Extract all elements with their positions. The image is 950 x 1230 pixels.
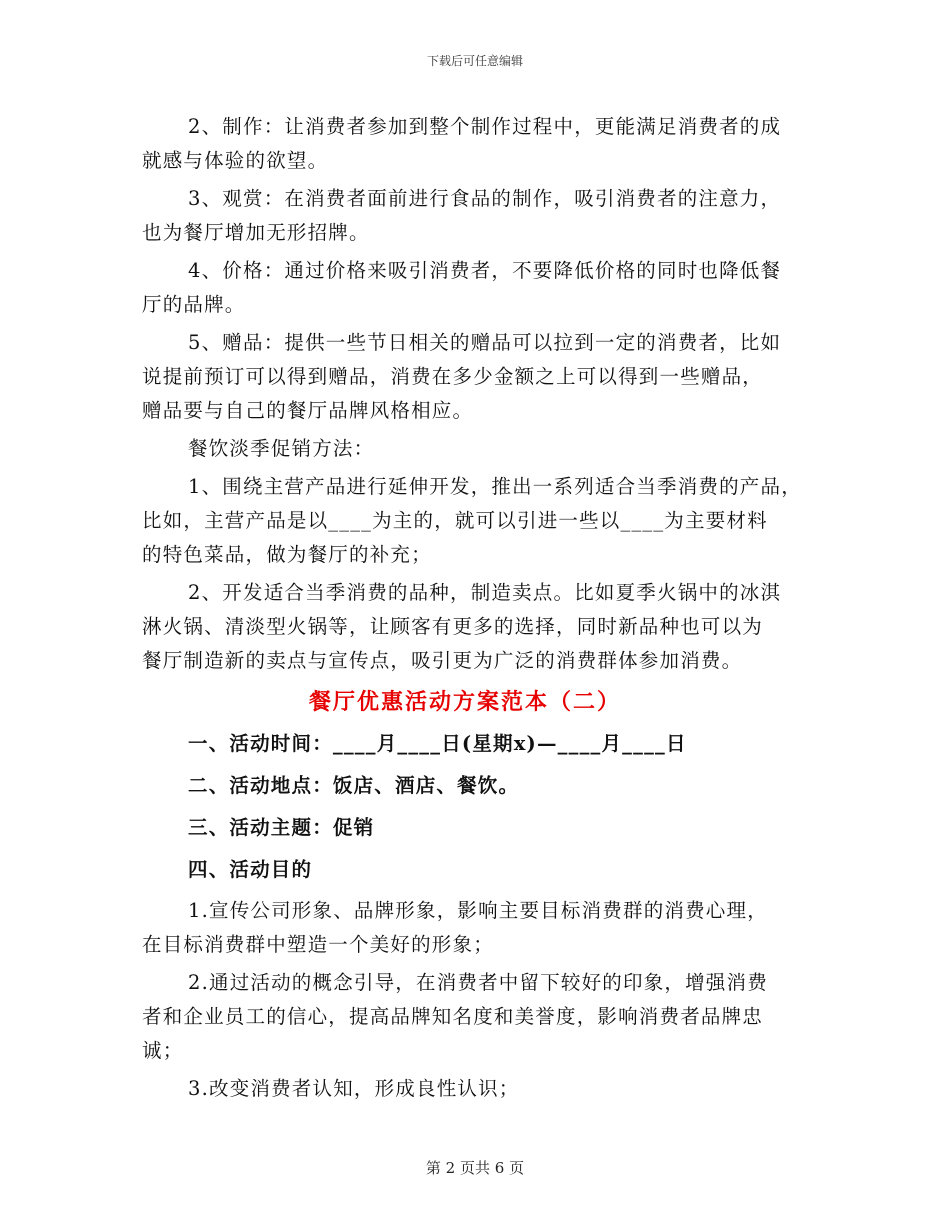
- paragraph: [142, 1072, 812, 1106]
- paragraph-line: 诚；: [142, 1039, 184, 1062]
- page-footer: 第 2 页共 6 页: [425, 1159, 525, 1177]
- paragraph-line: 淋火锅、清淡型火锅等，让顾客有更多的选择，同时新品种也可以为: [142, 615, 764, 638]
- paragraph-line: 2、开发适合当季消费的品种，制造卖点。比如夏季火锅中的冰淇: [188, 581, 782, 604]
- paragraph-line: 的特色菜品，做为餐厅的补充；: [142, 543, 432, 566]
- page-header: 下载后可任意编辑: [426, 54, 523, 68]
- paragraph-line: 1.宣传公司形象、品牌形象，影响主要目标消费群的消费心理，: [188, 899, 768, 922]
- paragraph: [142, 894, 812, 962]
- paragraph-line: 也为餐厅增加无形招牌。: [142, 221, 370, 244]
- paragraph: [142, 182, 812, 250]
- document-body: [142, 110, 812, 1106]
- paragraph-line: 说提前预订可以得到赠品，消费在多少金额之上可以得到一些赠品，: [142, 365, 764, 388]
- paragraphs-bottom: [142, 894, 812, 1106]
- activity-headings: [142, 726, 812, 888]
- paragraph-line: 5、赠品：提供一些节日相关的赠品可以拉到一定的消费者，比如: [188, 331, 782, 354]
- paragraph-line: 3.改变消费者认知，形成良性认识；: [188, 1077, 520, 1100]
- activity-heading-line: 二、活动地点：饭店、酒店、餐饮。: [188, 774, 520, 797]
- activity-heading-line: 一、活动时间：____月____日(星期x)—____月____日: [188, 732, 687, 755]
- paragraph-line: 在目标消费群中塑造一个美好的形象；: [142, 933, 494, 956]
- paragraph-line: 就感与体验的欲望。: [142, 149, 329, 172]
- paragraph-line: 餐饮淡季促销方法：: [188, 437, 375, 460]
- paragraph-line: 3、观赏：在消费者面前进行食品的制作，吸引消费者的注意力，: [188, 187, 782, 210]
- paragraph: [142, 110, 812, 178]
- paragraph-line: 2、制作：让消费者参加到整个制作过程中，更能满足消费者的成: [188, 115, 782, 138]
- paragraphs-top: [142, 110, 812, 678]
- paragraph-line: 2.通过活动的概念引导，在消费者中留下较好的印象，增强消费: [188, 971, 768, 994]
- activity-heading-line: 四、活动目的: [188, 858, 313, 881]
- paragraph: [142, 254, 812, 322]
- paragraph: [142, 326, 812, 428]
- paragraph-line: 赠品要与自己的餐厅品牌风格相应。: [142, 399, 474, 422]
- paragraph: [142, 470, 812, 572]
- activity-heading-line: 三、活动主题：促销: [188, 816, 375, 839]
- section-title: 餐厅优惠活动方案范本（二）: [308, 689, 621, 715]
- paragraph-line: 比如，主营产品是以____为主的，就可以引进一些以____为主要材料: [142, 509, 768, 532]
- paragraph-line: 者和企业员工的信心，提高品牌知名度和美誉度，影响消费者品牌忠: [142, 1005, 764, 1028]
- paragraph-line: 1、围绕主营产品进行延伸开发，推出一系列适合当季消费的产品，: [188, 475, 802, 498]
- paragraph: [142, 966, 812, 1068]
- paragraph: [142, 432, 812, 466]
- paragraph: [142, 576, 812, 678]
- paragraph-line: 餐厅制造新的卖点与宣传点，吸引更为广泛的消费群体参加消费。: [142, 649, 743, 672]
- paragraph-line: 厅的品牌。: [142, 293, 246, 316]
- paragraph-line: 4、价格：通过价格来吸引消费者，不要降低价格的同时也降低餐: [188, 259, 782, 282]
